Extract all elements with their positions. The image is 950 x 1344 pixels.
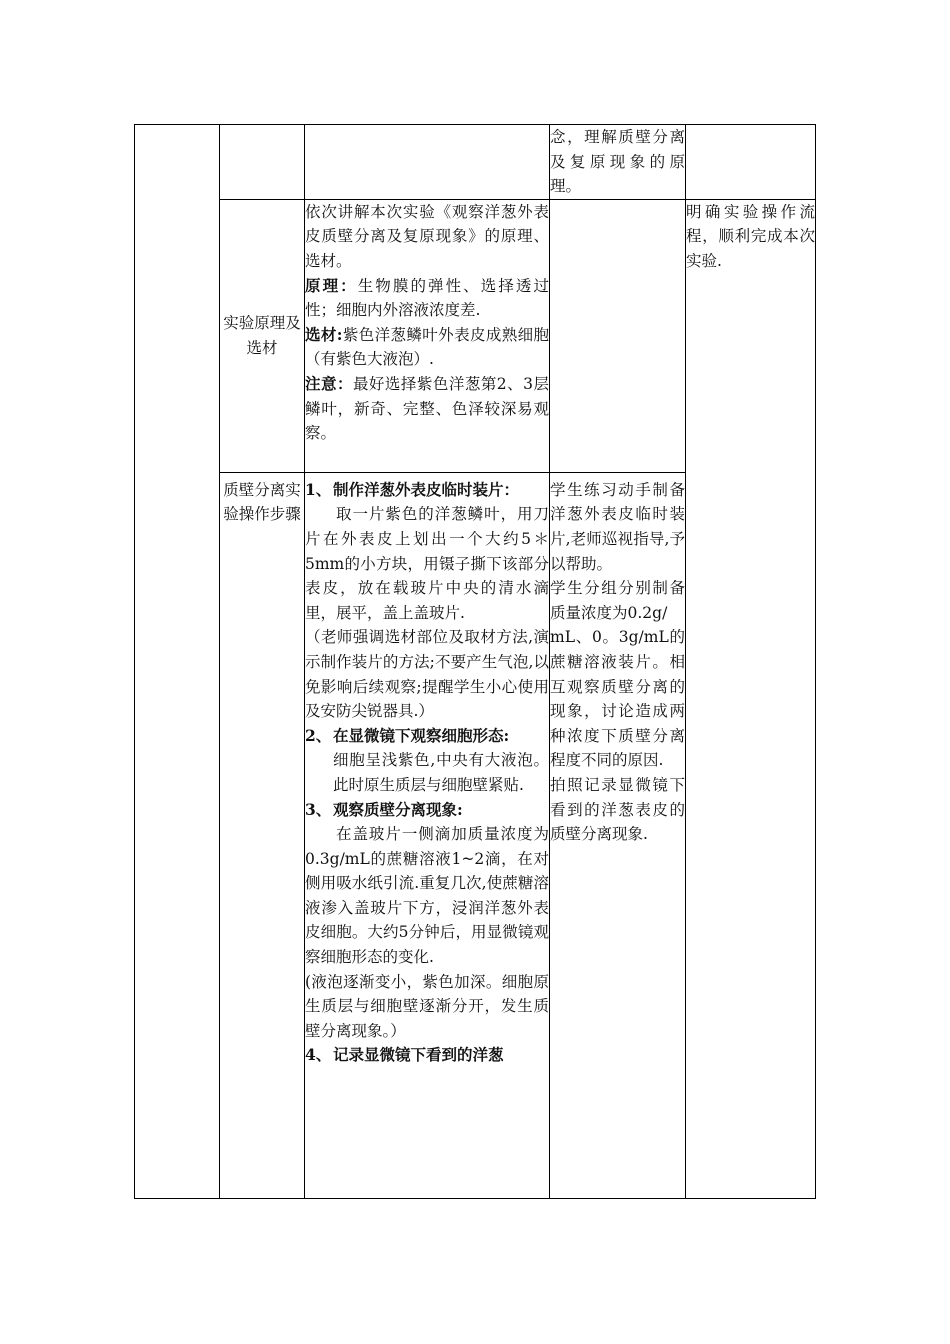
- principle-label: 原理：: [305, 275, 358, 295]
- cell-teaching-goal: [686, 199, 816, 1198]
- principle-line: [305, 274, 549, 323]
- step-4-title: 记录显微镜下看到的洋葱: [333, 1045, 504, 1065]
- cell-student-activity: [550, 472, 686, 1198]
- step-3-number: 3、: [305, 799, 332, 819]
- cell-procedure-label: [220, 472, 305, 1198]
- student-activity-1: 学生练习动手制备洋葱外表皮临时装片,老师巡视指导,予以帮助。: [550, 480, 685, 573]
- table-row-principle: [135, 199, 816, 472]
- step-1-number: 1、: [305, 479, 332, 499]
- cell-stage-column: [135, 125, 220, 1199]
- step-4-heading: [305, 1043, 549, 1068]
- procedure-section-label: 质壁分离实验操作步骤: [223, 480, 301, 524]
- step-1-heading: [305, 478, 549, 503]
- cell-principle-label: [220, 199, 305, 472]
- principle-text: 生物膜的弹性、选择透过性；细胞内外溶液浓度差.: [305, 276, 549, 320]
- lesson-plan-table: [134, 124, 816, 1199]
- principle-intro: 依次讲解本次实验《观察洋葱外表皮质壁分离及复原现象》的原理、选材。: [305, 202, 549, 270]
- note-line: [305, 372, 549, 446]
- cell-student-activity-top: [550, 125, 686, 200]
- step-4-number: 4、: [305, 1045, 332, 1065]
- student-activity-2b: mL、0。3g/mL的蔗糖溶液装片。相互观察质壁分离的现象，讨论造成两种浓度下质壁分离程度不同的原因.: [550, 628, 685, 770]
- cell-topic-empty: [220, 125, 305, 200]
- teaching-goal-text: 明确实验操作流程，顺利完成本次实验.: [686, 202, 815, 270]
- step-2-text: 细胞呈浅紫色,中央有大液泡。此时原生质层与细胞壁紧贴.: [333, 751, 549, 794]
- material-line: [305, 323, 549, 372]
- cell-principle-content: [305, 199, 550, 472]
- step-3-note: (液泡逐渐变小，紫色加深。细胞原生质层与细胞壁逐渐分开，发生质壁分离现象。）: [305, 972, 549, 1040]
- step-2-title: 在显微镜下观察细胞形态:: [333, 725, 510, 745]
- note-text: 最好选择紫色洋葱第2、3层鳞叶，新奇、完整、色泽较深易观察。: [305, 374, 549, 443]
- step-3-text: 在盖玻片一侧滴加质量浓度为0.3g/mL的蔗糖溶液1~2滴，在对侧用吸水纸引流.重复几次,使蔗糖溶液渗入盖玻片下方，浸润洋葱外表皮细胞。大约5分钟后，用显微镜观察细胞形态的变化.: [305, 825, 549, 967]
- student-activity-2a: 学生分组分别制备质量浓度为0.2g/: [550, 579, 685, 622]
- step-3-title: 观察质壁分离现象:: [333, 799, 463, 819]
- cell-goal-empty: [686, 125, 816, 200]
- material-label: 选材:: [305, 324, 343, 344]
- note-label: 注意：: [305, 373, 353, 393]
- cell-principle-student-empty: [550, 199, 686, 472]
- principle-section-label: 实验原理及选材: [223, 314, 301, 357]
- step-3-heading: [305, 798, 549, 823]
- step-2-number: 2、: [305, 725, 332, 745]
- student-activity-continuation: 念，理解质壁分离及复原现象的原理。: [550, 128, 685, 196]
- material-text: 紫色洋葱鳞叶外表皮成熟细胞（有紫色大液泡）.: [305, 325, 549, 369]
- step-2-heading: [305, 724, 549, 749]
- cell-procedure-content: [305, 472, 550, 1198]
- step-1-text: 取一片紫色的洋葱鳞叶，用刀片在外表皮上划出一个大约5＊5mm的小方块，用镊子撕下该部分表皮，放在载玻片中央的清水滴里，展平，盖上盖玻片.: [305, 505, 549, 622]
- table-row-continuation: [135, 125, 816, 200]
- step-1-note: （老师强调选材部位及取材方法,演示制作装片的方法;不要产生气泡,以免影响后续观察;提醒学生小心使用及安防尖锐器具.）: [305, 628, 549, 721]
- step-1-title: 制作洋葱外表皮临时装片：: [333, 479, 520, 499]
- student-activity-3: 拍照记录显微镜下看到的洋葱表皮的质壁分离现象.: [550, 775, 685, 844]
- cell-content-empty: [305, 125, 550, 200]
